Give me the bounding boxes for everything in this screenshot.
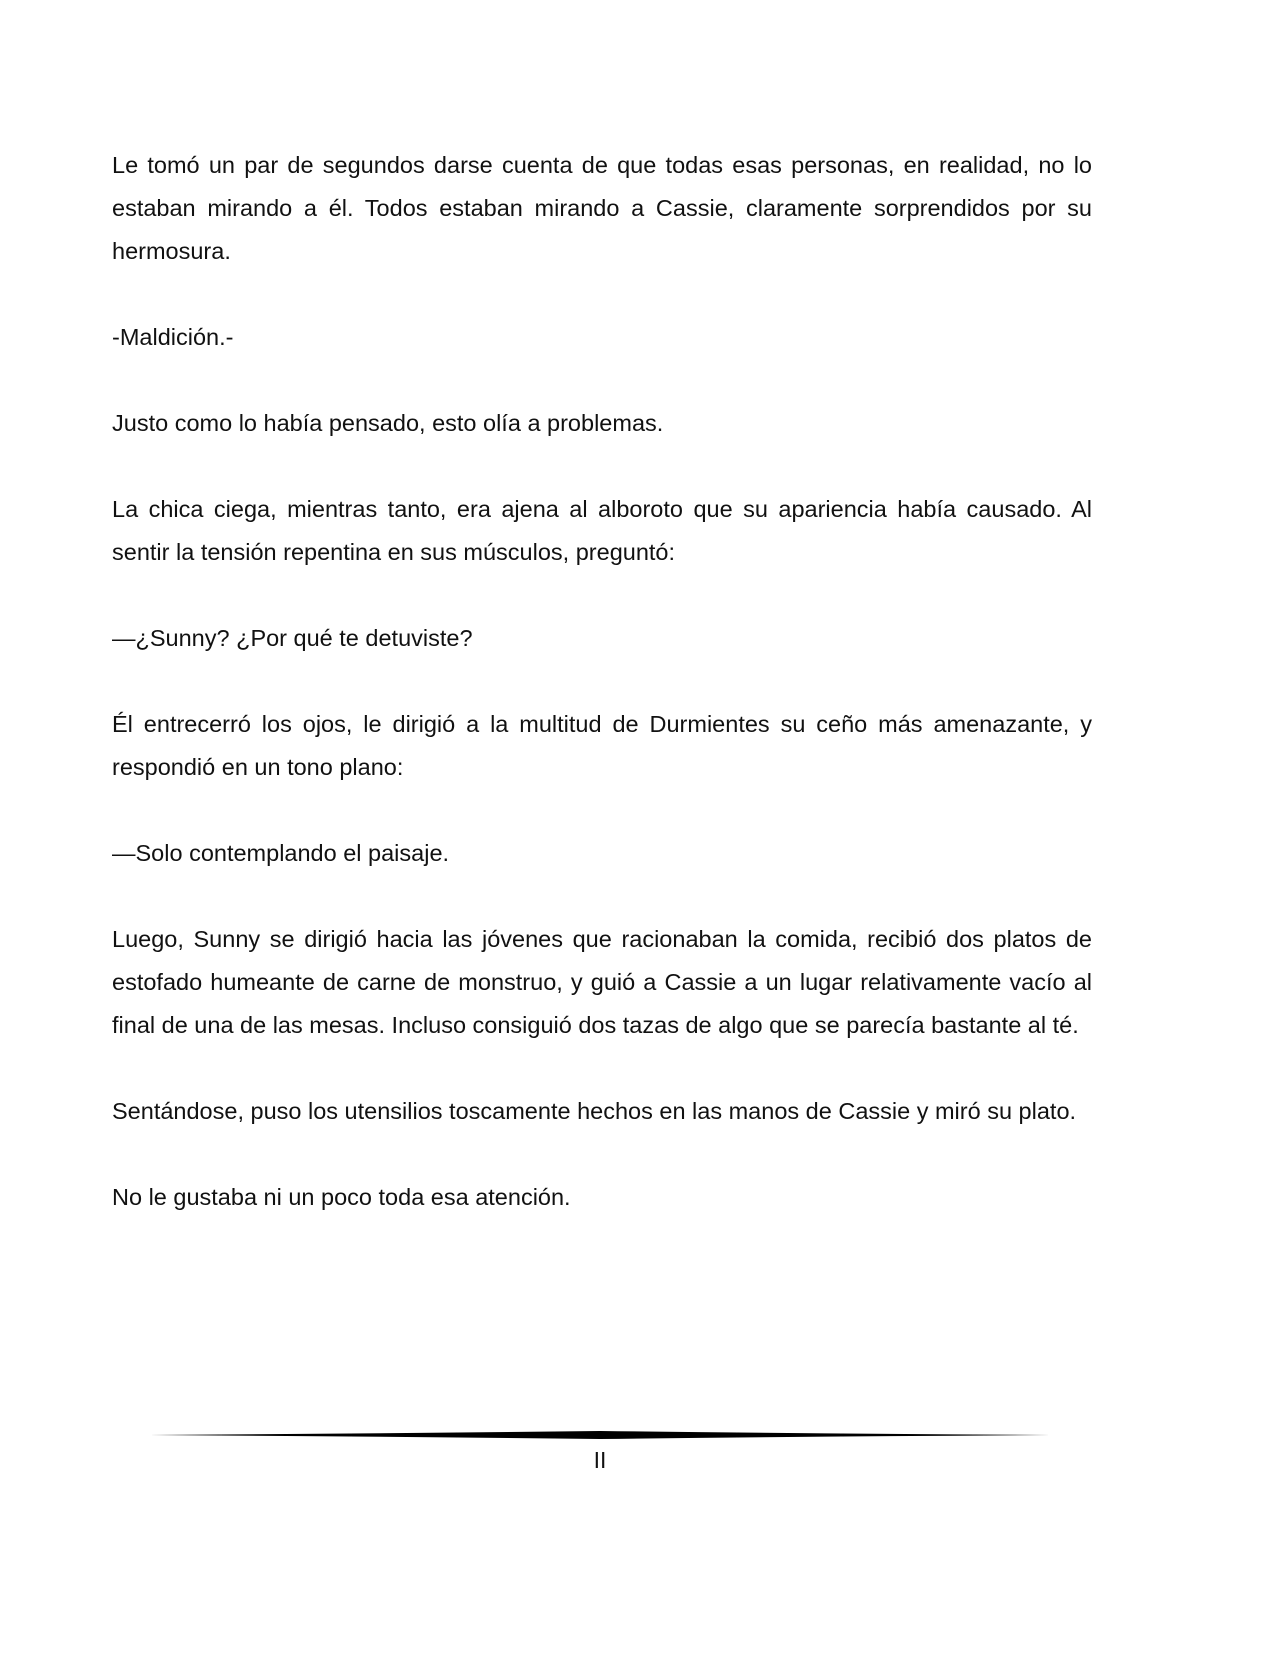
paragraph-7: —Solo contemplando el paisaje. <box>112 840 450 866</box>
paragraph-9: Sentándose, puso los utensilios toscamente hechos en las manos de Cassie y miró su plato. <box>112 1098 1077 1124</box>
paragraph-1: Le tomó un par de segundos darse cuenta de que todas esas personas, en realidad, no lo estaban mirando a él. Todos estaban mirando a Cassie, claramente sorprendidos por su hermosura. <box>112 152 1092 264</box>
paragraph-8: Luego, Sunny se dirigió hacia las jóvenes que racionaban la comida, recibió dos platos de estofado humeante de carne de monstruo, y guió a Cassie a un lugar relativamente vacío al final de una de las mesas. Incluso consiguió dos tazas de algo que se parecía bastante al té. <box>112 926 1092 1038</box>
paragraph-4: La chica ciega, mientras tanto, era ajena al alboroto que su apariencia había causado. Al sentir la tensión repentina en sus músculos, preguntó: <box>112 496 1092 565</box>
page-number: II <box>593 1447 607 1473</box>
ornamental-divider <box>150 1430 1050 1440</box>
paragraph-2: -Maldición.- <box>112 324 234 350</box>
divider-swell <box>150 1431 1050 1439</box>
paragraph-5: —¿Sunny? ¿Por qué te detuviste? <box>112 625 473 651</box>
paragraph-3: Justo como lo había pensado, esto olía a problemas. <box>112 410 664 436</box>
paragraph-6: Él entrecerró los ojos, le dirigió a la multitud de Durmientes su ceño más amenazante, y respondió en un tono plano: <box>112 711 1092 780</box>
page-body <box>112 144 1092 1262</box>
paragraph-10: No le gustaba ni un poco toda esa atención. <box>112 1184 571 1210</box>
